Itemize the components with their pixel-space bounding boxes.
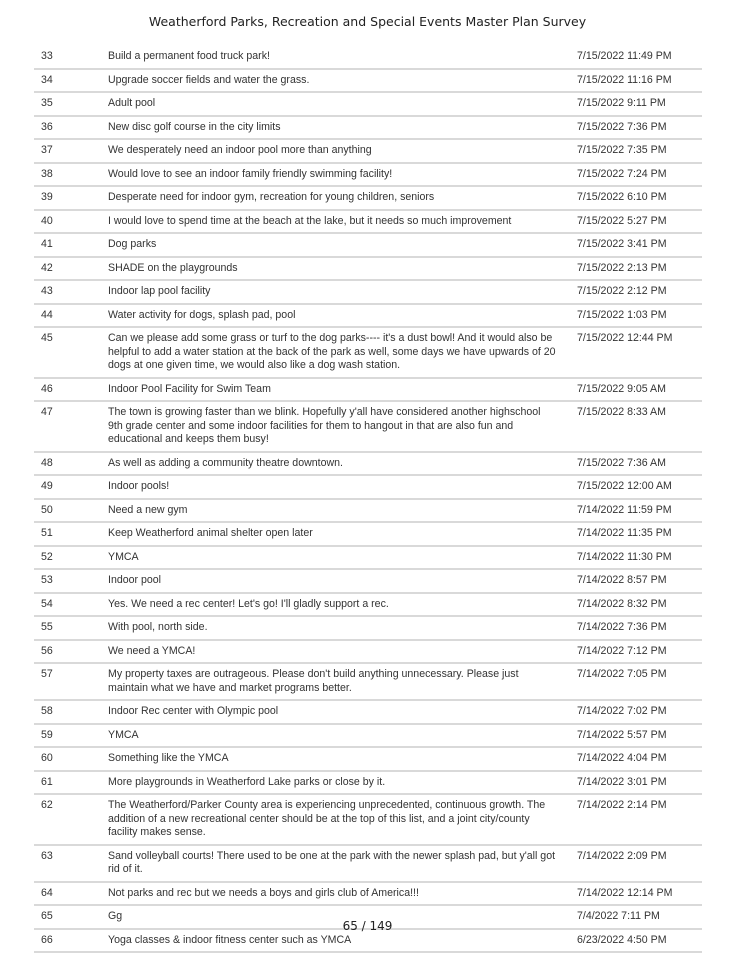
table-row: [34, 476, 702, 500]
response-date: 7/14/2022 5:57 PM: [569, 725, 702, 747]
response-date: 7/14/2022 7:12 PM: [569, 641, 702, 663]
response-text: YMCA: [100, 725, 569, 747]
response-date: 7/15/2022 11:16 PM: [569, 70, 702, 92]
response-number: 56: [34, 641, 100, 663]
table-row: [34, 117, 702, 141]
response-date: 7/14/2022 8:57 PM: [569, 570, 702, 592]
response-number: 66: [34, 930, 100, 952]
table-row: [34, 258, 702, 282]
response-number: 47: [34, 402, 100, 451]
response-text: Sand volleyball courts! There used to be one at the park with the newer splash pad, but y'all got rid of it.: [100, 846, 569, 881]
table-row: [34, 453, 702, 477]
response-date: 7/15/2022 7:36 AM: [569, 453, 702, 475]
table-row: [34, 500, 702, 524]
response-text: Need a new gym: [100, 500, 569, 522]
response-date: 7/15/2022 8:33 AM: [569, 402, 702, 451]
response-date: 7/4/2022 7:11 PM: [569, 906, 702, 928]
response-date: 7/15/2022 9:11 PM: [569, 93, 702, 115]
table-row: [34, 46, 702, 70]
response-text: Desperate need for indoor gym, recreation for young children, seniors: [100, 187, 569, 209]
table-row: [34, 547, 702, 571]
response-number: 50: [34, 500, 100, 522]
response-date: 7/14/2022 11:59 PM: [569, 500, 702, 522]
response-date: 7/14/2022 11:35 PM: [569, 523, 702, 545]
response-text: My property taxes are outrageous. Please don't build anything unnecessary. Please just maintain what we have and market programs better.: [100, 664, 569, 699]
table-row: [34, 594, 702, 618]
response-date: 7/14/2022 7:02 PM: [569, 701, 702, 723]
response-text: Dog parks: [100, 234, 569, 256]
response-text: Water activity for dogs, splash pad, pool: [100, 305, 569, 327]
response-text: Indoor lap pool facility: [100, 281, 569, 303]
response-number: 40: [34, 211, 100, 233]
response-text: As well as adding a community theatre downtown.: [100, 453, 569, 475]
response-text: Indoor Rec center with Olympic pool: [100, 701, 569, 723]
table-row: [34, 664, 702, 701]
response-number: 43: [34, 281, 100, 303]
response-text: Yes. We need a rec center! Let's go! I'll gladly support a rec.: [100, 594, 569, 616]
table-row: [34, 281, 702, 305]
table-row: [34, 93, 702, 117]
response-date: 7/14/2022 4:04 PM: [569, 748, 702, 770]
table-row: [34, 187, 702, 211]
response-number: 53: [34, 570, 100, 592]
response-date: 7/15/2022 9:05 AM: [569, 379, 702, 401]
response-text: The town is growing faster than we blink. Hopefully y'all have considered another highschool 9th grade center and some indoor facilities for them to hangout in that are also fun and educational and keeps them busy!: [100, 402, 569, 451]
response-number: 64: [34, 883, 100, 905]
table-row: [34, 883, 702, 907]
response-date: 7/14/2022 8:32 PM: [569, 594, 702, 616]
response-text: Upgrade soccer fields and water the grass.: [100, 70, 569, 92]
response-number: 62: [34, 795, 100, 844]
response-number: 61: [34, 772, 100, 794]
table-row: [34, 164, 702, 188]
table-row: [34, 570, 702, 594]
response-number: 60: [34, 748, 100, 770]
response-text: SHADE on the playgrounds: [100, 258, 569, 280]
response-date: 7/14/2022 11:30 PM: [569, 547, 702, 569]
responses-table: [34, 46, 702, 953]
response-text: Something like the YMCA: [100, 748, 569, 770]
response-number: 39: [34, 187, 100, 209]
response-number: 44: [34, 305, 100, 327]
table-row: [34, 748, 702, 772]
table-row: [34, 379, 702, 403]
response-text: Indoor Pool Facility for Swim Team: [100, 379, 569, 401]
response-date: 7/15/2022 5:27 PM: [569, 211, 702, 233]
response-text: Build a permanent food truck park!: [100, 46, 569, 68]
response-text: Yoga classes & indoor fitness center such as YMCA: [100, 930, 569, 952]
response-date: 7/15/2022 12:44 PM: [569, 328, 702, 377]
response-number: 65: [34, 906, 100, 928]
response-date: 7/14/2022 7:05 PM: [569, 664, 702, 699]
response-text: With pool, north side.: [100, 617, 569, 639]
response-number: 63: [34, 846, 100, 881]
response-number: 34: [34, 70, 100, 92]
response-date: 7/15/2022 3:41 PM: [569, 234, 702, 256]
table-row: [34, 70, 702, 94]
response-date: 7/14/2022 12:14 PM: [569, 883, 702, 905]
table-row: [34, 328, 702, 379]
response-number: 58: [34, 701, 100, 723]
response-date: 7/15/2022 7:36 PM: [569, 117, 702, 139]
response-date: 6/23/2022 4:50 PM: [569, 930, 702, 952]
table-row: [34, 725, 702, 749]
response-text: Adult pool: [100, 93, 569, 115]
response-text: We desperately need an indoor pool more than anything: [100, 140, 569, 162]
table-row: [34, 211, 702, 235]
response-text: Not parks and rec but we needs a boys and girls club of America!!!: [100, 883, 569, 905]
response-text: We need a YMCA!: [100, 641, 569, 663]
response-date: 7/15/2022 7:24 PM: [569, 164, 702, 186]
response-text: Can we please add some grass or turf to the dog parks---- it's a dust bowl! And it would also be helpful to add a water station at the back of the park as well, some days we have upwards of 20 dogs at one given time, we would also like a dog wash station.: [100, 328, 569, 377]
response-number: 57: [34, 664, 100, 699]
page-title: Weatherford Parks, Recreation and Special Events Master Plan Survey: [0, 14, 735, 29]
response-text: New disc golf course in the city limits: [100, 117, 569, 139]
table-row: [34, 523, 702, 547]
response-date: 7/15/2022 7:35 PM: [569, 140, 702, 162]
response-date: 7/15/2022 2:13 PM: [569, 258, 702, 280]
response-number: 33: [34, 46, 100, 68]
response-number: 54: [34, 594, 100, 616]
response-number: 35: [34, 93, 100, 115]
response-text: Indoor pools!: [100, 476, 569, 498]
page-number: 65 / 149: [0, 919, 735, 933]
response-date: 7/14/2022 2:14 PM: [569, 795, 702, 844]
table-row: [34, 641, 702, 665]
response-number: 37: [34, 140, 100, 162]
response-text: The Weatherford/Parker County area is experiencing unprecedented, continuous growth. The addition of a new recreational center should be at the top of this list, and a joint city/county facility makes sense.: [100, 795, 569, 844]
response-date: 7/15/2022 6:10 PM: [569, 187, 702, 209]
response-date: 7/15/2022 1:03 PM: [569, 305, 702, 327]
response-number: 46: [34, 379, 100, 401]
response-number: 36: [34, 117, 100, 139]
response-text: More playgrounds in Weatherford Lake parks or close by it.: [100, 772, 569, 794]
response-number: 52: [34, 547, 100, 569]
response-date: 7/15/2022 2:12 PM: [569, 281, 702, 303]
response-date: 7/14/2022 3:01 PM: [569, 772, 702, 794]
table-row: [34, 617, 702, 641]
response-text: Gg: [100, 906, 569, 928]
table-row: [34, 795, 702, 846]
table-row: [34, 846, 702, 883]
response-number: 45: [34, 328, 100, 377]
response-text: Keep Weatherford animal shelter open later: [100, 523, 569, 545]
table-row: [34, 930, 702, 953]
table-row: [34, 701, 702, 725]
table-row: [34, 234, 702, 258]
response-number: 41: [34, 234, 100, 256]
response-number: 38: [34, 164, 100, 186]
response-number: 42: [34, 258, 100, 280]
response-number: 49: [34, 476, 100, 498]
response-text: Indoor pool: [100, 570, 569, 592]
response-text: Would love to see an indoor family friendly swimming facility!: [100, 164, 569, 186]
response-text: I would love to spend time at the beach at the lake, but it needs so much improvement: [100, 211, 569, 233]
response-number: 55: [34, 617, 100, 639]
response-date: 7/14/2022 2:09 PM: [569, 846, 702, 881]
table-row: [34, 140, 702, 164]
response-text: YMCA: [100, 547, 569, 569]
response-number: 51: [34, 523, 100, 545]
table-row: [34, 772, 702, 796]
response-date: 7/14/2022 7:36 PM: [569, 617, 702, 639]
table-row: [34, 402, 702, 453]
table-row: [34, 305, 702, 329]
response-number: 48: [34, 453, 100, 475]
response-date: 7/15/2022 11:49 PM: [569, 46, 702, 68]
response-date: 7/15/2022 12:00 AM: [569, 476, 702, 498]
response-number: 59: [34, 725, 100, 747]
